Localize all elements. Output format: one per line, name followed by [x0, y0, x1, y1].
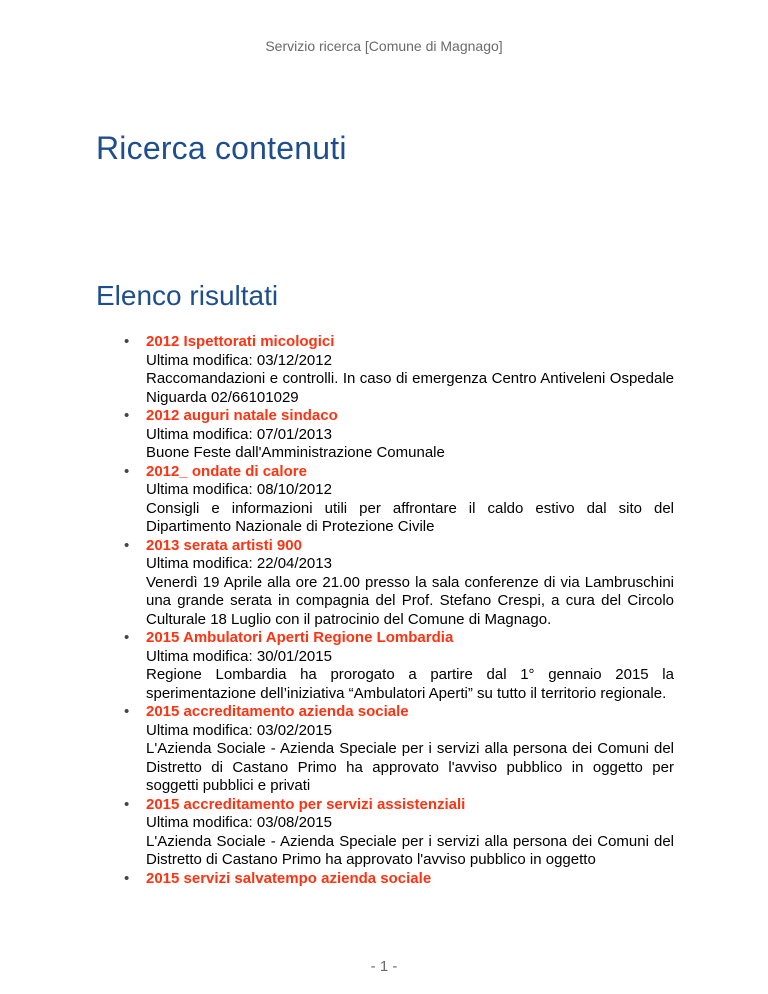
result-date: Ultima modifica: 03/02/2015 [146, 721, 332, 739]
result-description: Venerdì 19 Aprile alla ore 21.00 presso la sala conferenze di via Lambruschini una grande serata in compagnia del Prof. Stefano Crespi, a cura del Circolo Culturale 18 Luglio con il patrocinio del Comune di Magnago. [146, 573, 674, 628]
result-item [118, 870, 674, 889]
result-title-link[interactable]: 2012 Ispettorati micologici [146, 333, 335, 350]
result-title-link[interactable]: 2012 auguri natale sindaco [146, 407, 338, 424]
result-date: Ultima modifica: 22/04/2013 [146, 555, 332, 572]
result-description: Consigli e informazioni utili per affrontare il caldo estivo dal sito del Dipartimento Nazionale di Protezione Civile [146, 499, 674, 535]
result-item [118, 407, 674, 463]
result-date: Ultima modifica: 03/12/2012 [146, 351, 332, 369]
bullet-icon: • [124, 869, 130, 887]
result-item [118, 703, 674, 796]
result-title-link[interactable]: 2015 accreditamento azienda sociale [146, 703, 409, 720]
bullet-icon: • [124, 795, 130, 813]
bullet-icon: • [124, 536, 130, 554]
result-title-link[interactable]: 2013 serata artisti 900 [146, 536, 302, 554]
bullet-icon: • [124, 703, 130, 720]
result-title-link[interactable]: 2015 servizi salvatempo azienda sociale [146, 869, 432, 887]
result-date: Ultima modifica: 07/01/2013 [146, 425, 332, 443]
result-description: L'Azienda Sociale - Azienda Speciale per i servizi alla persona dei Comuni del Distretto di Castano Primo ha approvato l'avviso pubblico in oggetto [146, 832, 674, 868]
result-item [118, 629, 674, 703]
result-item [118, 796, 674, 870]
result-description: Regione Lombardia ha prorogato a partire dal 1° gennaio 2015 la sperimentazione dell’iniziativa “Ambulatori Aperti” su tutto il territorio regionale. [146, 666, 674, 702]
page-title: Ricerca contenuti [96, 130, 347, 166]
result-date: Ultima modifica: 08/10/2012 [146, 481, 332, 498]
result-item [118, 537, 674, 630]
result-description: Buone Feste dall'Amministrazione Comunale [146, 444, 445, 461]
result-date: Ultima modifica: 03/08/2015 [146, 814, 332, 831]
result-description: Raccomandazioni e controlli. In caso di emergenza Centro Antiveleni Ospedale Niguarda 02/66101029 [146, 370, 674, 406]
bullet-icon: • [124, 333, 130, 350]
page-number: - 1 - [370, 958, 398, 975]
result-date: Ultima modifica: 30/01/2015 [146, 647, 332, 665]
results-list [118, 333, 674, 888]
result-title-link[interactable]: 2012_ ondate di calore [146, 462, 307, 480]
result-item [118, 333, 674, 407]
result-description: L'Azienda Sociale - Azienda Speciale per i servizi alla persona dei Comuni del Distretto di Castano Primo ha approvato l'avviso pubblico in oggetto per soggetti pubblici e privati [146, 740, 674, 794]
result-item [118, 463, 674, 537]
bullet-icon: • [124, 407, 130, 424]
section-title: Elenco risultati [96, 280, 279, 311]
bullet-icon: • [124, 462, 130, 480]
page-header: Servizio ricerca [Comune di Magnago] [265, 38, 503, 54]
result-title-link[interactable]: 2015 accreditamento per servizi assistenziali [146, 795, 466, 813]
result-title-link[interactable]: 2015 Ambulatori Aperti Regione Lombardia [146, 629, 454, 646]
bullet-icon: • [124, 629, 130, 646]
